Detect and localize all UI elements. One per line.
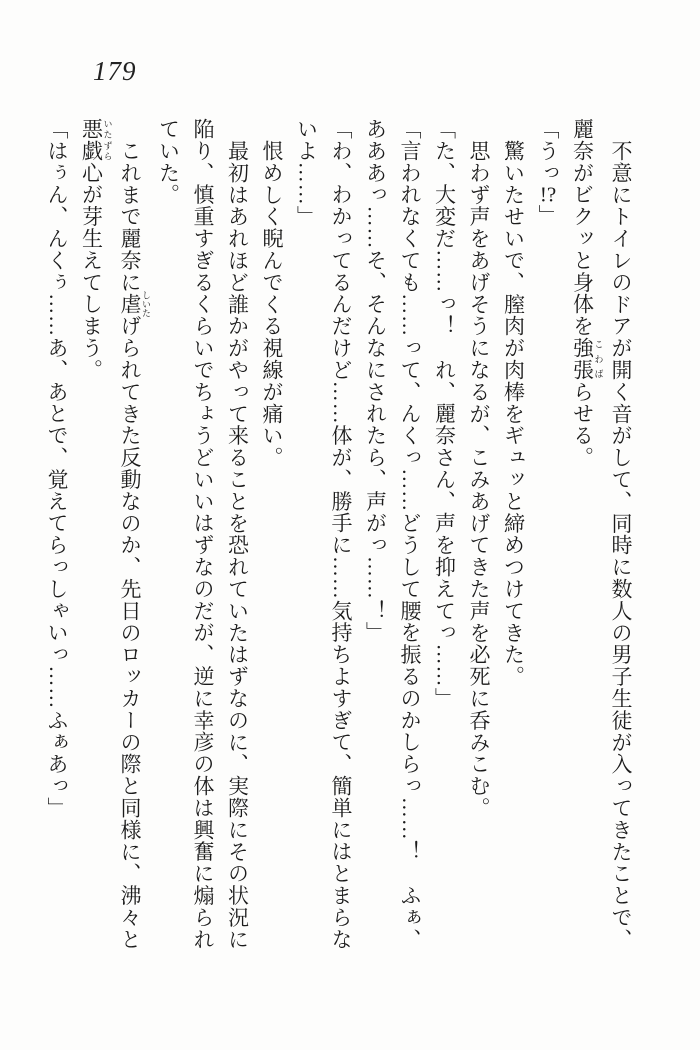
furigana-ruby: 虐 しいた [118, 290, 151, 318]
text-column: 驚いたせいで、膣肉が肉棒をギュッと締めつけてきた。 [501, 140, 526, 688]
furigana-ruby: 悪戯 いたずら [79, 118, 113, 162]
text-column: 思わず声をあげそうになるが、こみあげてきた声を必死に呑みこむ。 [467, 140, 491, 819]
text-column: 麗奈がビクッと身体を強張 こわばらせる。 [570, 118, 604, 469]
text-column: 「はぅん、んくぅ……あ、あとで、覚えてらっしゃいっ……ふぁあっ」 [45, 118, 69, 819]
text-column: あああっ……そ、そんなにされたら、声がっ……！」 [363, 118, 388, 644]
furigana-ruby: 強張 こわば [570, 337, 604, 381]
text-column: 最初はあれほど誰かがやって来ることを恐れていたはずなのに、実際にその状況に [225, 140, 250, 951]
text-column: ていた。 [156, 118, 181, 206]
text-column: いよ……」 [294, 118, 319, 228]
text-column: 陥り、慎重すぎるくらいでちょうどいいはずなのだが、逆に幸彦の体は興奮に煽られ [191, 118, 215, 951]
text-column: 悪戯 いたずら心が芽生えてしまう。 [79, 118, 113, 381]
text-column: 「うっ!?」 [536, 118, 560, 227]
text-column: 「た、大変だ……っ！ れ、麗奈さん、声を抑えてっ……」 [432, 118, 457, 710]
text-column: 「言われなくても……って、んくっ……どうして腰を振るのかしらっ……！ ふぁ、 [398, 118, 422, 951]
page-number: 179 [93, 56, 137, 86]
tate-chu-yoko: !? [539, 183, 557, 205]
text-block [40, 118, 639, 963]
text-column: 不意にトイレのドアが開く音がして、同時に数人の男子生徒が入ってきたことで、 [609, 140, 633, 951]
text-column: これまで麗奈に虐 しいたげられてきた反動なのか、先日のロッカーの際と同様に、沸々と [118, 140, 151, 951]
text-column: 恨めしく睨んでくる視線が痛い。 [260, 140, 284, 469]
text-column: 「わ、わかってるんだけど……体が、勝手に……気持ちよすぎて、簡単にはとまらな [329, 118, 353, 951]
